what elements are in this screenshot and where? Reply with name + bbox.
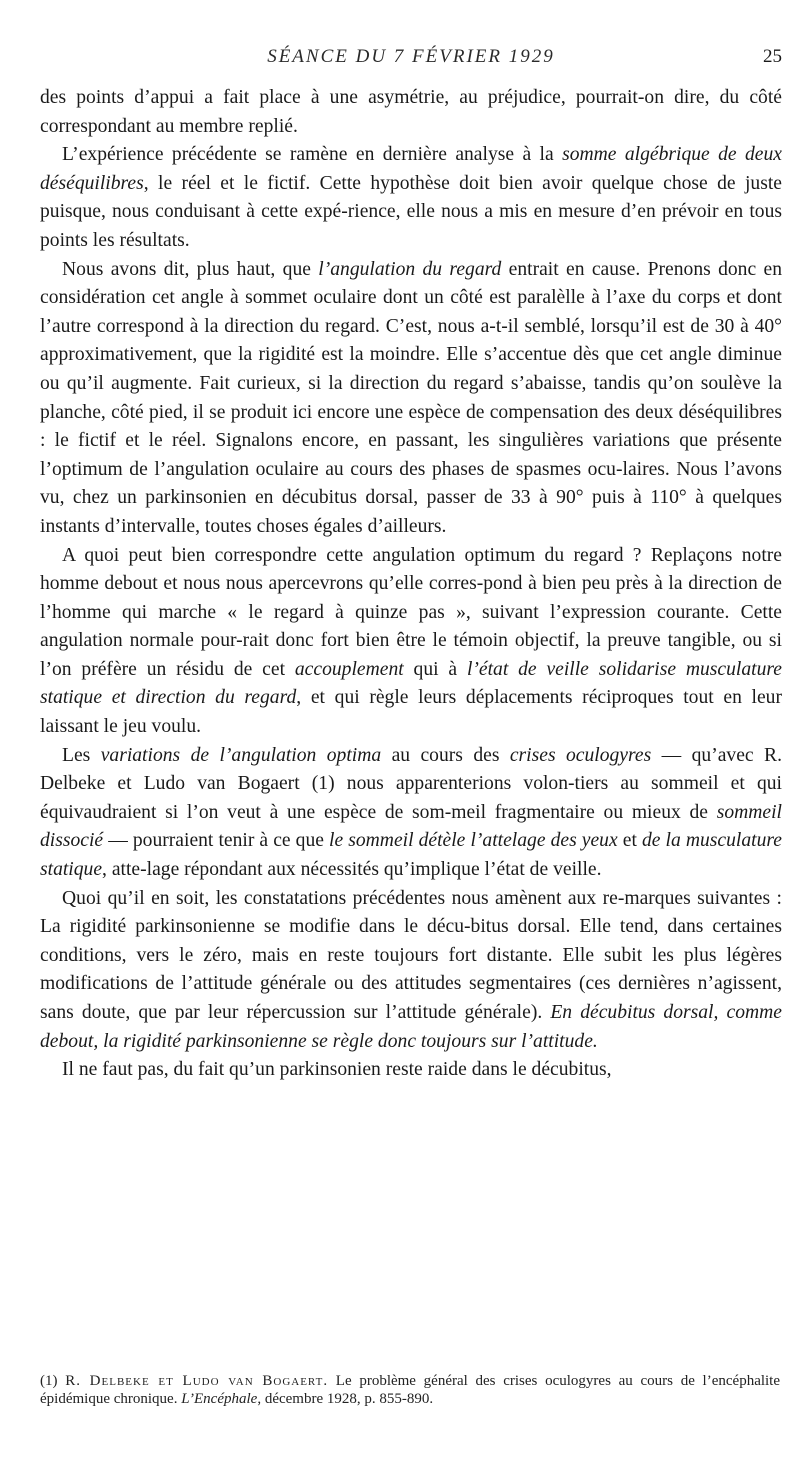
text-run: , le réel et le fictif. Cette hypothèse doit bien avoir quelque chose de juste puisque, nous conduisant à cette expé-rience, elle nous a mis en mesure d’en prévoir en tous points les résultats. (40, 172, 782, 251)
footnote (40, 1372, 780, 1408)
text-run: Il ne faut pas, du fait qu’un parkinsonien reste raide dans le décubitus, (62, 1059, 612, 1081)
text-run: L’expérience précédente se ramène en dernière analyse à la (62, 144, 563, 166)
text-run: A quoi peut bien correspondre cette angulation optimum du regard ? Replaçons notre homme debout et nous nous apercevrons qu’elle corres-pond à bien peu près à la direction de l’homme qui marche « le regard à quinze pas », suivant l’expression courante. Cette angulation normale pour-rait donc fort bien être le témoin objectif, la preuve tangible, ou si l’on préfère un résidu de cet (40, 544, 782, 680)
text-run: — pourraient tenir à ce que (103, 830, 330, 852)
text-run: des points d’appui a fait place à une asymétrie, au préjudice, pourrait-on dire, du côté correspondant au membre replié. (40, 87, 782, 137)
paragraph (40, 1056, 782, 1085)
italic-text: somme algébrique de deux déséquilibres (40, 144, 782, 194)
text-run: , atte-lage répondant aux nécessités qu’implique l’état de veille. (102, 859, 602, 881)
italic-text: En décubitus dorsal, comme debout, la rigidité parkinsonienne se règle donc toujours sur l’attitude. (40, 1002, 782, 1052)
text-run: qui à (403, 658, 467, 680)
footnote-journal: L’Encéphale (181, 1391, 258, 1407)
paragraph (40, 256, 782, 542)
body-text (40, 84, 782, 1085)
text-run: et (617, 830, 642, 852)
italic-text: l’angulation du regard (318, 258, 502, 280)
italic-text: de la musculature statique (40, 830, 782, 881)
text-run: Nous avons dit, plus haut, que (62, 258, 319, 280)
text-run: entrait en cause. Prenons donc en considération cet angle à sommet oculaire dont un côté est paralèlle à l’axe du corps et dont l’autre correspond à la direction du regard. C’est, nous a-t-il semblé, lorsqu’il est de 30 à 40° approximativement, que la rigidité est la moindre. Elle s’accentue dès que cet angle diminue ou qu’il augmente. Fait curieux, si la direction du regard s’abaisse, tandis qu’on soulève la planche, côté pied, il se produit ici encore une espèce de compensation des deux déséquilibres : le fictif et le réel. Signalons encore, en passant, les singulières variations que présente l’optimum de l’angulation oculaire au cours des phases de spasmes ocu-laires. Nous l’avons vu, chez un parkinsonien en décubitus dorsal, passer de 33 à 90° puis à 110° à quelques instants d’intervalle, toutes choses égales d’ailleurs. (40, 258, 783, 537)
text-run: Les (62, 744, 101, 766)
page-header (40, 46, 782, 76)
italic-text: sommeil dissocié (40, 801, 782, 852)
paragraph (40, 742, 782, 885)
footnote-text-after: , décembre 1928, p. 855-890. (257, 1391, 434, 1407)
page-number: 25 (763, 46, 782, 67)
italic-text: crises oculogyres (509, 744, 652, 766)
paragraph (40, 542, 782, 742)
italic-text: accouplement (294, 658, 404, 680)
italic-text: l’état de veille solidarise musculature statique et direction du regard (40, 658, 782, 709)
footnote-text-before: Le problème général des crises oculogyres au cours de l’encéphalite épidémique chronique. (40, 1373, 781, 1407)
text-run: Quoi qu’il en soit, les constatations précédentes nous amènent aux re-marques suivantes : La rigidité parkinsonienne se modifie dans le décu-bitus dorsal. Elle tend, dans certaines conditions, vers le zéro, mais en reste toujours fort distante. Elle subit les plus légères modifications de l’attitude générale ou des attitudes segmentaires (ces dernières n’agissent, sans doute, que par leur répercussion sur l’attitude générale). (40, 887, 782, 1023)
italic-text: variations de l’angulation optima (100, 744, 382, 766)
text-run: — qu’avec R. Delbeke et Ludo van Bogaert (1) nous apparenterions volon-tiers au sommeil et qui équivaudraient si l’on veut à une espèce de som-meil fragmentaire ou mieux de (40, 744, 782, 823)
text-run: au cours des (381, 744, 510, 766)
paragraph (40, 141, 782, 255)
text-run: , et qui règle leurs déplacements réciproques tout en leur laissant le jeu voulu. (40, 687, 782, 738)
running-title: SÉANCE DU 7 FÉVRIER 1929 (267, 46, 555, 67)
italic-text: le sommeil détèle l’attelage des yeux (329, 830, 618, 852)
footnote-marker: (1) (40, 1373, 58, 1389)
paragraph (40, 84, 782, 141)
paragraph (40, 885, 782, 1057)
footnote-authors: R. Delbeke et Ludo van Bogaert. (65, 1373, 329, 1389)
